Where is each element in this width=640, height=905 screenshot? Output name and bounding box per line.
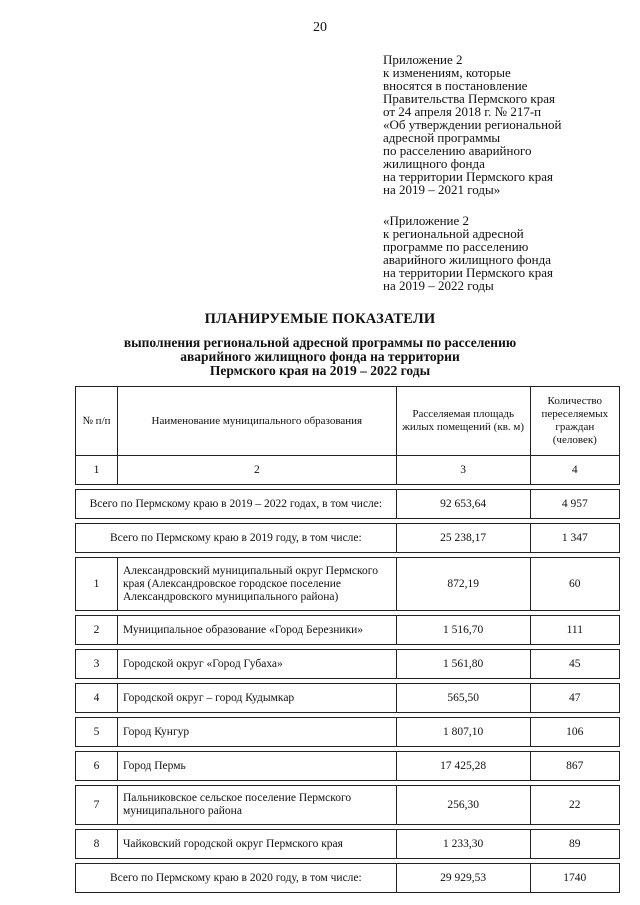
row-name: Чайковский городской округ Пермского края [117, 830, 396, 859]
row-people: 106 [530, 718, 619, 747]
total-2019-row [76, 524, 620, 553]
row-num: 7 [76, 786, 118, 825]
total-all-label: Всего по Пермскому краю в 2019 – 2022 годах, в том числе: [76, 490, 397, 519]
annex-line: по расселению аварийного [383, 143, 532, 158]
total-2020-people: 1740 [530, 864, 619, 893]
total-2019-area: 25 238,17 [396, 524, 530, 553]
table-row [76, 752, 620, 781]
total-2019-people: 1 347 [530, 524, 619, 553]
row-num: 6 [76, 752, 118, 781]
total-2020-row [76, 864, 620, 893]
annex-line: аварийного жилищного фонда [383, 252, 552, 267]
total-all-area: 92 653,64 [396, 490, 530, 519]
row-area: 872,19 [396, 558, 530, 611]
column-number: 1 [76, 456, 118, 485]
indicators-table [75, 386, 620, 893]
row-name: Пальниковское сельское поселение Пермского муниципального района [117, 786, 396, 825]
row-name: Городской округ – город Кудымкар [117, 684, 396, 713]
table-row [76, 558, 620, 611]
title-sub-line: Пермского края на 2019 – 2022 годы [209, 363, 431, 378]
header-people: Количество переселяемых граждан (человек) [530, 387, 619, 456]
title-sub-line: аварийного жилищного фонда на территории [180, 349, 460, 364]
annex-line: от 24 апреля 2018 г. № 217-п [383, 104, 542, 119]
row-num: 3 [76, 650, 118, 679]
row-people: 47 [530, 684, 619, 713]
annex-line: на территории Пермского края [383, 265, 553, 280]
row-name: Александровский муниципальный округ Пермского края (Александровское городское поселение Александровского муниципального района) [117, 558, 396, 611]
annex-line: к изменениям, которые [383, 65, 511, 80]
annex-line: Приложение 2 [383, 52, 463, 67]
row-people: 60 [530, 558, 619, 611]
title-sub-line: выполнения региональной адресной программы по расселению [123, 335, 517, 350]
annex-line: адресной программы [383, 130, 501, 145]
row-area: 1 233,30 [396, 830, 530, 859]
table-header-row [76, 387, 620, 456]
row-area: 256,30 [396, 786, 530, 825]
column-number-row [76, 456, 620, 485]
table-row [76, 830, 620, 859]
row-area: 1 516,70 [396, 616, 530, 645]
annex-line: к региональной адресной [383, 226, 524, 241]
total-all-people: 4 957 [530, 490, 619, 519]
annex-line: «Приложение 2 [383, 213, 470, 228]
row-num: 2 [76, 616, 118, 645]
total-2019-label: Всего по Пермскому краю в 2019 году, в том числе: [76, 524, 397, 553]
table-row [76, 684, 620, 713]
annex-line: Правительства Пермского края [383, 91, 555, 106]
annex-line: на 2019 – 2021 годы» [383, 182, 501, 197]
table-row [76, 786, 620, 825]
row-area: 1 807,10 [396, 718, 530, 747]
column-number: 2 [117, 456, 396, 485]
table-row [76, 616, 620, 645]
header-num: № п/п [76, 387, 118, 456]
page-number: 20 [313, 20, 327, 35]
row-people: 111 [530, 616, 619, 645]
total-all-row [76, 490, 620, 519]
row-area: 565,50 [396, 684, 530, 713]
header-name: Наименование муниципального образования [117, 387, 396, 456]
header-area: Расселяемая площадь жилых помещений (кв. м) [396, 387, 530, 456]
document-title [0, 311, 640, 378]
total-2020-area: 29 929,53 [396, 864, 530, 893]
row-num: 5 [76, 718, 118, 747]
annex-line: жилищного фонда [383, 156, 485, 171]
column-number: 4 [530, 456, 619, 485]
row-name: Муниципальное образование «Город Березники» [117, 616, 396, 645]
row-people: 22 [530, 786, 619, 825]
row-name: Город Пермь [117, 752, 396, 781]
table-row [76, 718, 620, 747]
row-people: 867 [530, 752, 619, 781]
annex-line: на 2019 – 2022 годы [383, 278, 494, 293]
row-num: 4 [76, 684, 118, 713]
table-row [76, 650, 620, 679]
annex-line: на территории Пермского края [383, 169, 553, 184]
row-people: 89 [530, 830, 619, 859]
annex-line: вносятся в постановление [383, 78, 528, 93]
row-num: 8 [76, 830, 118, 859]
annex-program-block [383, 214, 623, 292]
row-area: 1 561,80 [396, 650, 530, 679]
title-main: ПЛАНИРУЕМЫЕ ПОКАЗАТЕЛИ [204, 311, 436, 327]
row-name: Городской округ «Город Губаха» [117, 650, 396, 679]
row-people: 45 [530, 650, 619, 679]
annex-line: программе по расселению [383, 239, 529, 254]
row-num: 1 [76, 558, 118, 611]
annex-line: «Об утверждении региональной [383, 117, 562, 132]
row-area: 17 425,28 [396, 752, 530, 781]
total-2020-label: Всего по Пермскому краю в 2020 году, в том числе: [76, 864, 397, 893]
column-number: 3 [396, 456, 530, 485]
row-name: Город Кунгур [117, 718, 396, 747]
annex-changes-block [383, 53, 623, 196]
